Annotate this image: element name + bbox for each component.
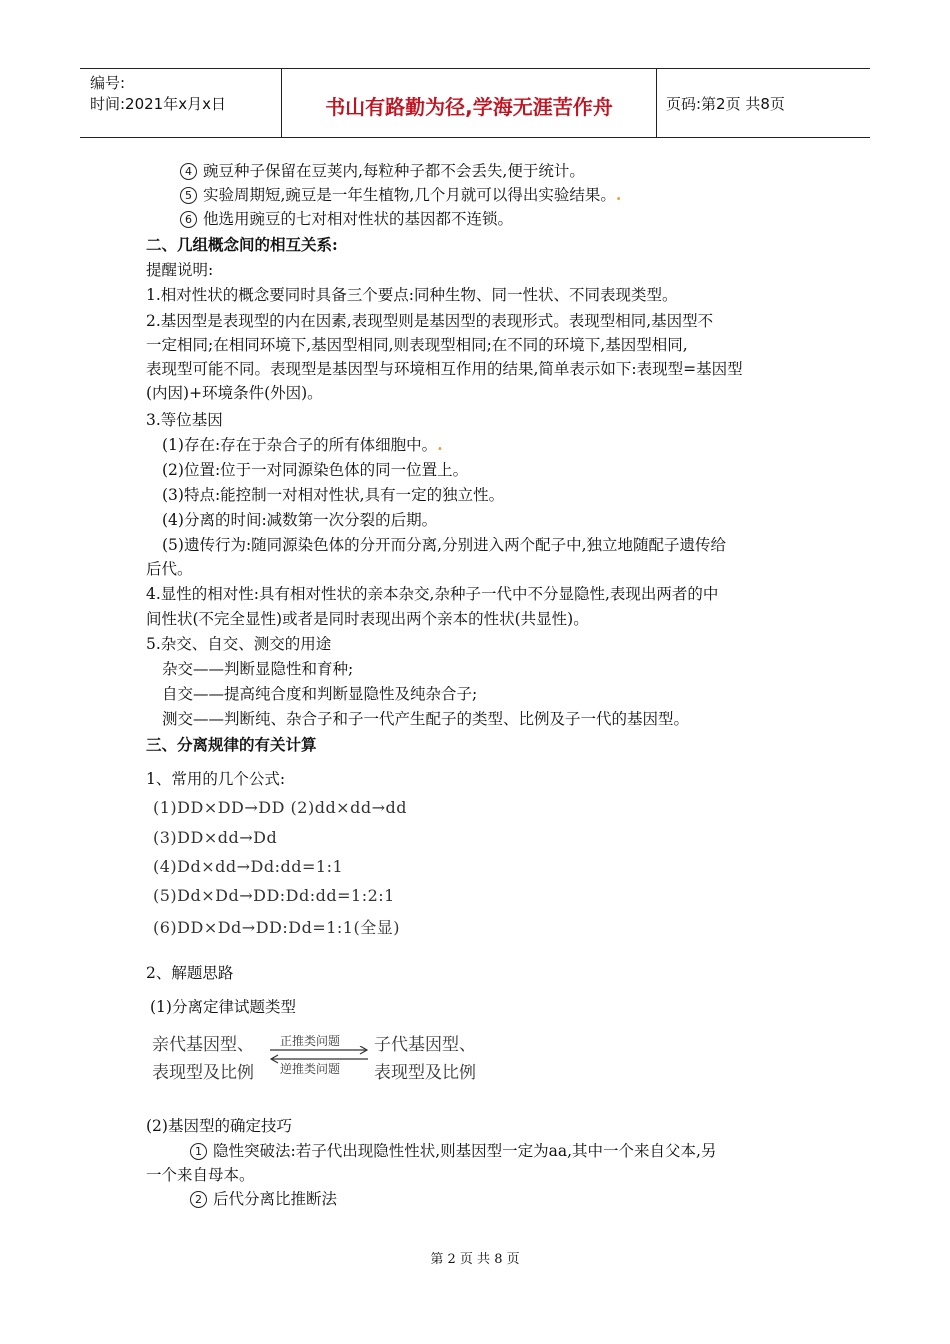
list-item: 测交——判断纯、杂合子和子一代产生配子的类型、比例及子一代的基因型。: [162, 710, 690, 728]
section-heading: 二、几组概念间的相互关系:: [146, 235, 338, 254]
diagram-right-bottom: 表现型及比例: [374, 1063, 476, 1083]
paragraph: 1、常用的几个公式:: [146, 770, 286, 788]
paragraph: 表现型可能不同。表现型是基因型与环境相互作用的结果,简单表示如下:表现型=基因型: [146, 360, 743, 378]
list-item: 后代。: [146, 560, 193, 578]
double-arrow-icon: [268, 1046, 372, 1064]
paragraph: 1.相对性状的概念要同时具备三个要点:同种生物、同一性状、不同表现类型。: [146, 286, 678, 304]
paragraph: 4.显性的相对性:具有相对性状的亲本杂交,杂种子一代中不分显隐性,表现出两者的中: [146, 585, 719, 603]
page-footer: 第 2 页 共 8 页: [430, 1252, 520, 1267]
page-header: [80, 68, 870, 138]
formula: (4)Dd×dd→Dd:dd=1:1: [153, 857, 344, 876]
formula: (6)DD×Dd→DD:Dd=1:1(全显): [153, 918, 400, 937]
list-item: (5)遗传行为:随同源染色体的分开而分离,分别进入两个配子中,独立地随配子遗传给: [162, 536, 727, 554]
list-item: 4 豌豆种子保留在豆荚内,每粒种子都不会丢失,便于统计。: [180, 160, 585, 182]
list-item: (4)分离的时间:减数第一次分裂的后期。: [162, 511, 438, 529]
list-item: (3)特点:能控制一对相对性状,具有一定的独立性。: [162, 486, 505, 504]
circled-number: 1: [190, 1143, 207, 1160]
list-item: 5 实验周期短,豌豆是一年生植物,几个月就可以得出实验结果。.: [180, 184, 621, 206]
paragraph: (1)分离定律试题类型: [150, 998, 296, 1016]
header-page-number: 页码:第2页 共8页: [666, 95, 785, 113]
header-motto: 书山有路勤为径,学海无涯苦作舟: [325, 95, 613, 119]
diagram-arrow-top-label: 正推类问题: [280, 1034, 341, 1048]
circled-number: 4: [180, 163, 197, 180]
list-item: 一个来自母本。: [146, 1166, 255, 1184]
circled-number: 6: [180, 211, 197, 228]
marker-dot: .: [437, 435, 443, 454]
paragraph: 2.基因型是表现型的内在因素,表现型则是基因型的表现形式。表现型相同,基因型不: [146, 312, 714, 330]
diagram-right-top: 子代基因型、: [374, 1035, 476, 1055]
list-item: 杂交——判断显隐性和育种;: [162, 660, 354, 678]
list-item: 1 隐性突破法:若子代出现隐性性状,则基因型一定为aa,其中一个来自父本,另: [190, 1140, 717, 1162]
header-meta: [90, 73, 226, 115]
paragraph: (2)基因型的确定技巧: [146, 1117, 292, 1135]
marker-dot: .: [615, 185, 622, 204]
paragraph: 一定相同;在相同环境下,基因型相同,则表现型相同;在不同的环境下,基因型相同,: [146, 336, 688, 354]
formula: (3)DD×dd→Dd: [153, 828, 278, 847]
diagram-arrow-bottom-label: 逆推类问题: [280, 1062, 341, 1076]
list-item: 2 后代分离比推断法: [190, 1188, 337, 1210]
paragraph: (内因)+环境条件(外因)。: [146, 384, 323, 402]
paragraph: 3.等位基因: [146, 411, 223, 429]
list-item: (2)位置:位于一对同源染色体的同一位置上。: [162, 461, 469, 479]
header-number: 编号:: [90, 74, 126, 92]
header-divider: [656, 69, 657, 137]
paragraph: 5.杂交、自交、测交的用途: [146, 635, 332, 653]
header-date: 时间:2021年x月x日: [90, 95, 226, 113]
section-heading: 三、分离规律的有关计算: [146, 735, 317, 754]
list-item: (1)存在:存在于杂合子的所有体细胞中。.: [162, 435, 443, 454]
list-item: 6 他选用豌豆的七对相对性状的基因都不连锁。: [180, 208, 513, 230]
paragraph: 间性状(不完全显性)或者是同时表现出两个亲本的性状(共显性)。: [146, 610, 589, 628]
paragraph: 提醒说明:: [146, 261, 214, 279]
circled-number: 2: [190, 1191, 207, 1208]
list-item: 自交——提高纯合度和判断显隐性及纯杂合子;: [162, 685, 478, 703]
diagram-left-top: 亲代基因型、: [152, 1035, 254, 1055]
diagram-left-bottom: 表现型及比例: [152, 1063, 254, 1083]
formula: (1)DD×DD→DD (2)dd×dd→dd: [153, 798, 407, 817]
inference-diagram: [152, 1026, 492, 1084]
formula: (5)Dd×Dd→DD:Dd:dd=1:2:1: [153, 886, 395, 905]
circled-number: 5: [180, 187, 197, 204]
paragraph: 2、解题思路: [146, 964, 234, 982]
